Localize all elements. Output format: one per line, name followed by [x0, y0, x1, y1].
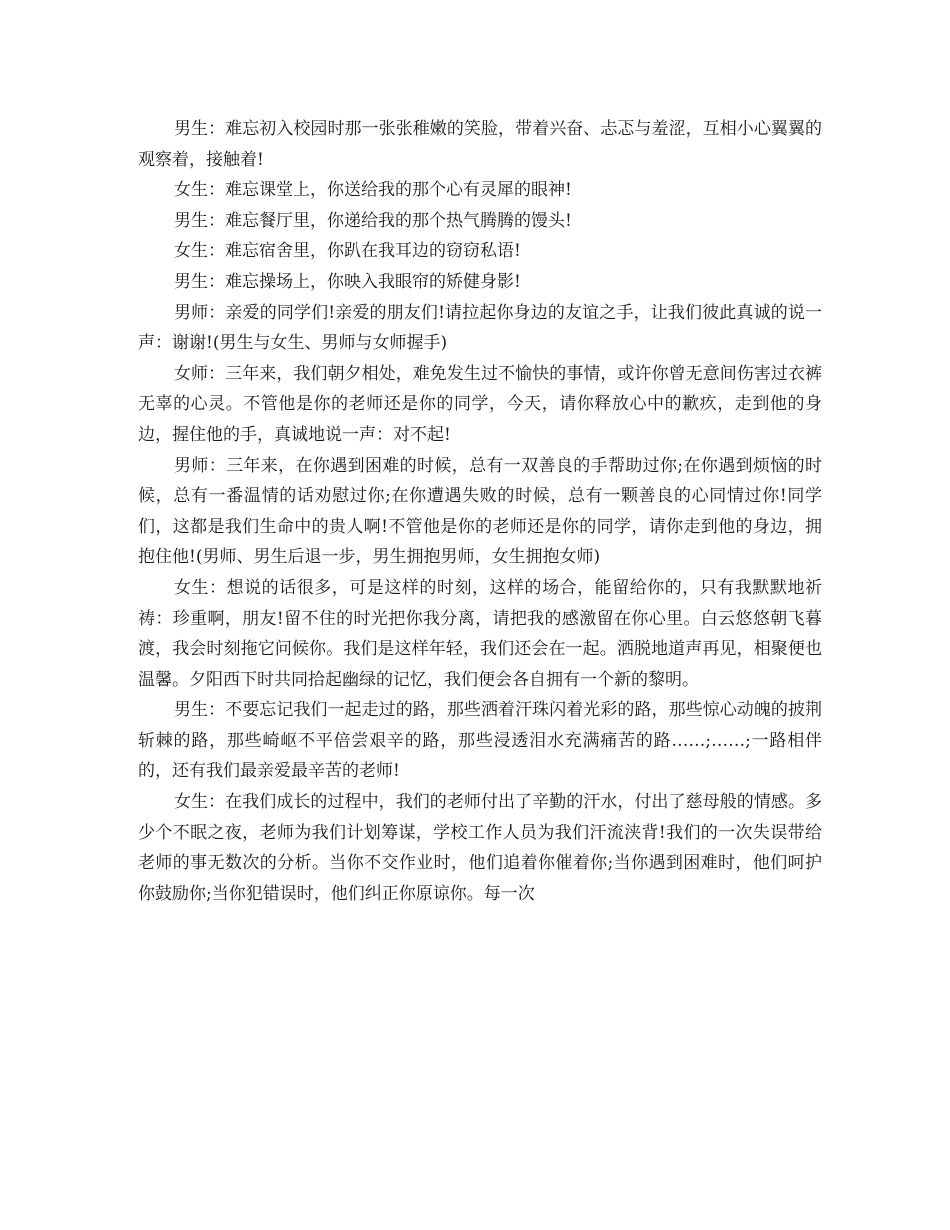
paragraph-female-student-3: 女生：想说的话很多，可是这样的时刻，这样的场合，能留给你的，只有我默默地祈祷：珍重啊，朋友!留不住的时光把你我分离，请把我的感激留在你心里。白云悠悠朝飞暮渡，我会时刻拖它问候你。我们是这样年轻，我们还会在一起。洒脱地道声再见，相聚便也温馨。夕阳西下时共同拾起幽绿的记忆，我们便会各自拥有一个新的黎明。 — [138, 577, 822, 690]
paragraph-male-student-3: 男生：难忘操场上，你映入我眼帘的矫健身影! — [174, 271, 521, 292]
document-page — [138, 114, 822, 909]
paragraph-female-student-1: 女生：难忘课堂上，你送给我的那个心有灵犀的眼神! — [174, 180, 572, 201]
paragraph-female-teacher-1: 女师：三年来，我们朝夕相处，难免发生过不愉快的事情，或许你曾无意间伤害过衣裤无辜的心灵。不管他是你的老师还是你的同学，今天，请你释放心中的歉疚，走到他的身边，握住他的手，真诚地说一声：对不起! — [138, 363, 822, 445]
paragraph-male-teacher-1: 男师：亲爱的同学们!亲爱的朋友们!请拉起你身边的友谊之手，让我们彼此真诚的说一声：谢谢!(男生与女生、男师与女师握手) — [138, 302, 822, 354]
paragraph-male-student-2: 男生：难忘餐厅里，你递给我的那个热气腾腾的馒头! — [174, 210, 572, 231]
paragraph-female-student-4: 女生：在我们成长的过程中，我们的老师付出了辛勤的汗水，付出了慈母般的情感。多少个不眠之夜，老师为我们计划筹谋，学校工作人员为我们汗流浃背!我们的一次失误带给老师的事无数次的分析。当你不交作业时，他们追着你催着你;当你遇到困难时，他们呵护你鼓励你;当你犯错误时，他们纠正你原谅你。每一次 — [138, 792, 822, 904]
paragraph-male-student-1: 男生：难忘初入校园时那一张张稚嫩的笑脸，带着兴奋、忐忑与羞涩，互相小心翼翼的观察着，接触着! — [138, 119, 822, 170]
paragraph-female-student-2: 女生：难忘宿舍里，你趴在我耳边的窃窃私语! — [174, 241, 521, 262]
paragraph-male-student-4: 男生：不要忘记我们一起走过的路，那些洒着汗珠闪着光彩的路，那些惊心动魄的披荆斩棘的路，那些崎岖不平倍尝艰辛的路，那些浸透泪水充满痛苦的路……;……;一路相伴的，还有我们最亲爱最辛苦的老师! — [138, 700, 822, 782]
paragraph-male-teacher-2: 男师：三年来，在你遇到困难的时候，总有一双善良的手帮助过你;在你遇到烦恼的时候，总有一番温情的话劝慰过你;在你遭遇失败的时候，总有一颗善良的心同情过你!同学们，这都是我们生命中的贵人啊!不管他是你的老师还是你的同学，请你走到他的身边，拥抱住他!(男师、男生后退一步，男生拥抱男师，女生拥抱女师) — [138, 455, 822, 568]
